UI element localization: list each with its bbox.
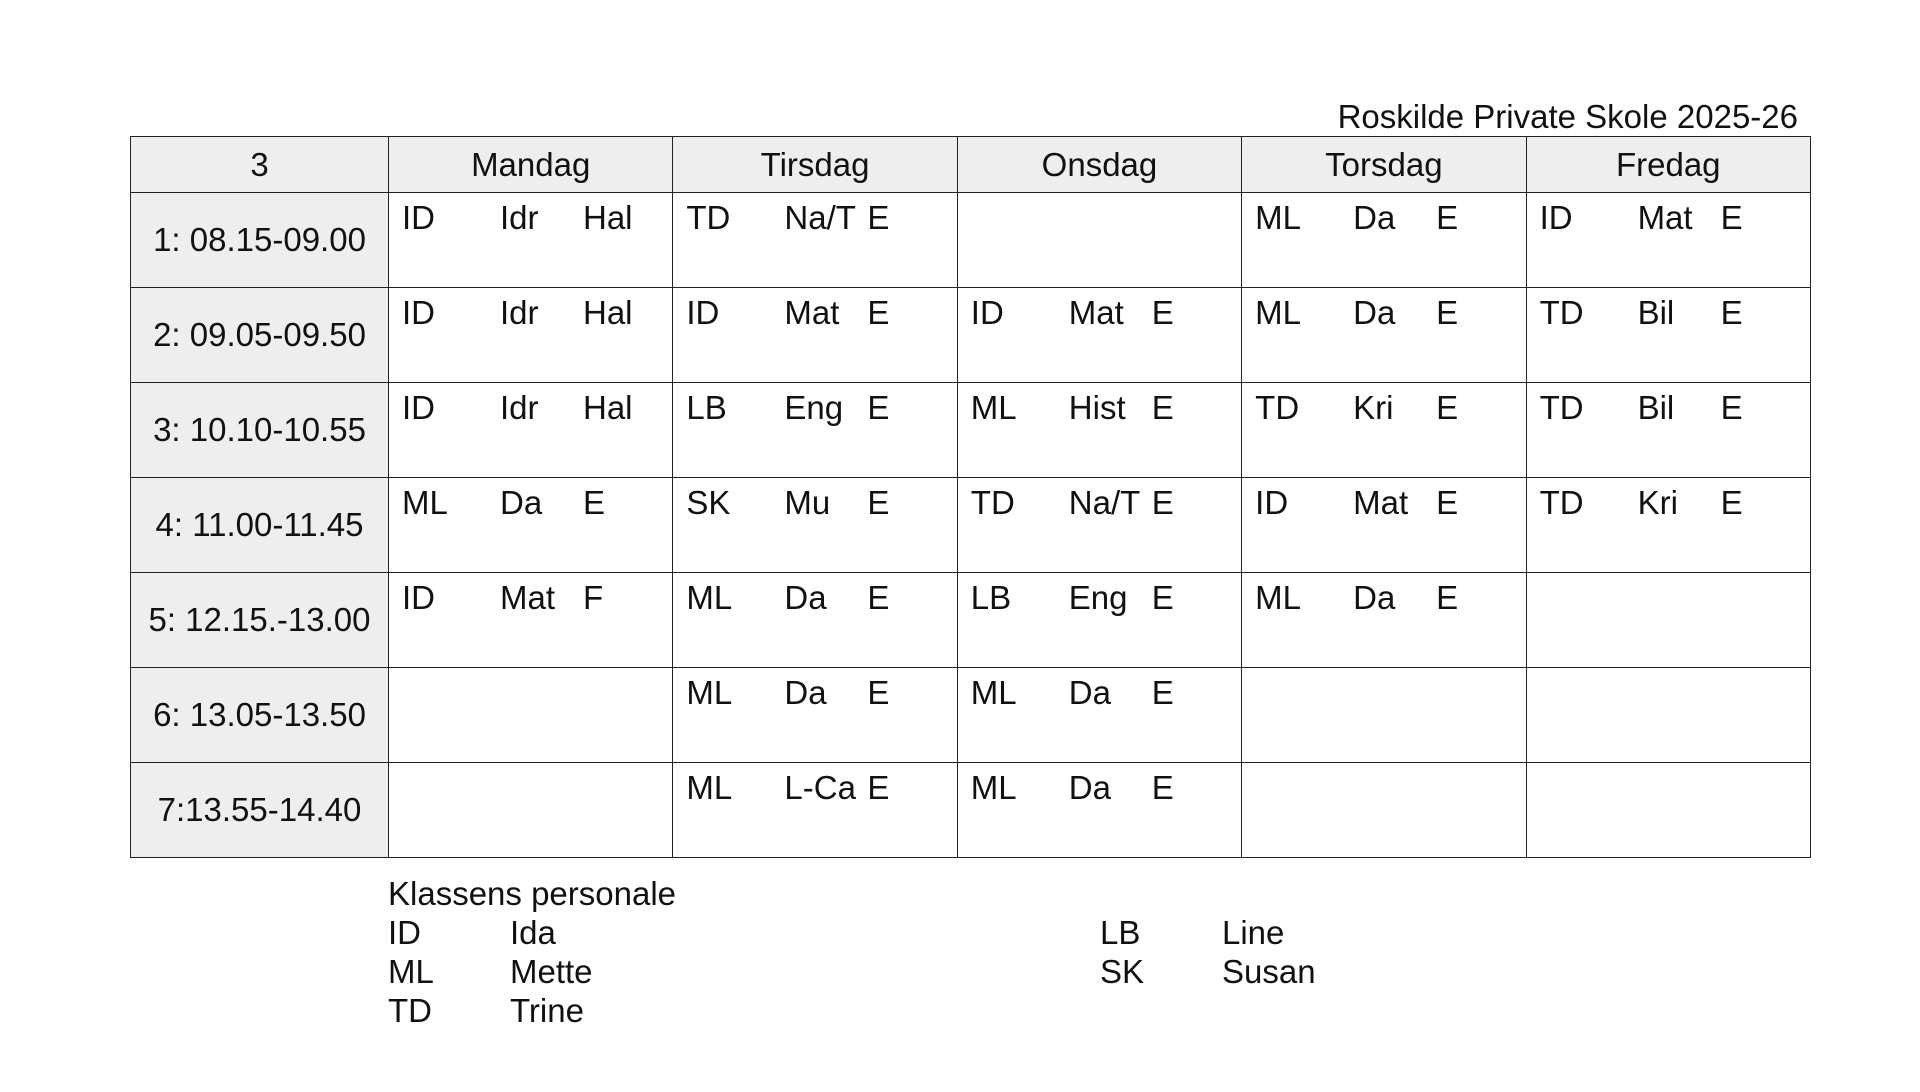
lesson-teacher: LB <box>686 389 727 426</box>
lesson-subject: Hist <box>1068 389 1126 426</box>
staff-list-left <box>388 913 688 1030</box>
lesson-room: E <box>1151 769 1174 806</box>
lesson-teacher: ID <box>686 294 720 331</box>
lesson-teacher: TD <box>970 484 1015 521</box>
lesson <box>673 769 956 819</box>
lesson-room: E <box>1151 389 1174 426</box>
lesson-room: E <box>1151 579 1174 616</box>
lesson-cell <box>1526 288 1810 383</box>
lesson-teacher: ML <box>970 674 1017 711</box>
lesson-teacher: ML <box>686 674 733 711</box>
lesson-subject: Da <box>1353 294 1396 331</box>
lesson-room: E <box>867 769 890 806</box>
lesson-teacher: ID <box>1539 199 1573 236</box>
lesson-subject: Da <box>1068 769 1111 806</box>
lesson <box>1242 484 1525 534</box>
lesson-teacher: ML <box>1255 579 1302 616</box>
staff-name: Susan <box>1222 953 1316 990</box>
day-header: Tirsdag <box>673 137 957 193</box>
period-row <box>131 763 1811 858</box>
lesson-subject: Na/T <box>1068 484 1141 521</box>
lesson-room: Hal <box>583 199 633 236</box>
lesson-room: E <box>867 199 890 236</box>
lesson-room: E <box>1436 294 1459 331</box>
lesson <box>958 294 1241 344</box>
empty-cell <box>1526 763 1810 858</box>
lesson-teacher: SK <box>686 484 731 521</box>
lesson <box>1242 294 1525 344</box>
lesson <box>1527 199 1810 249</box>
lesson-room: E <box>867 389 890 426</box>
staff-initials: TD <box>388 992 432 1029</box>
lesson-room: E <box>867 579 890 616</box>
lesson-subject: Da <box>784 674 827 711</box>
lesson-subject: Bil <box>1637 294 1675 331</box>
lesson <box>958 389 1241 439</box>
lesson-teacher: TD <box>1539 484 1584 521</box>
lesson-cell <box>1242 193 1526 288</box>
lesson-subject: Bil <box>1637 389 1675 426</box>
lesson-cell <box>673 288 957 383</box>
lesson <box>673 199 956 249</box>
lesson <box>1242 199 1525 249</box>
staff-member <box>388 913 688 952</box>
lesson-room: F <box>583 579 604 616</box>
lesson-room: Hal <box>583 389 633 426</box>
lesson-room: E <box>1436 484 1459 521</box>
header-row <box>131 137 1811 193</box>
period-time: 1: 08.15-09.00 <box>131 193 389 288</box>
lesson-subject: Idr <box>500 389 539 426</box>
period-row <box>131 573 1811 668</box>
empty-cell <box>1526 573 1810 668</box>
lesson-cell <box>673 573 957 668</box>
lesson <box>958 484 1241 534</box>
lesson <box>1527 294 1810 344</box>
staff-initials: SK <box>1100 953 1145 990</box>
lesson <box>389 199 672 249</box>
lesson-subject: Da <box>500 484 543 521</box>
lesson-subject: Mat <box>500 579 556 616</box>
lesson-cell <box>1242 573 1526 668</box>
lesson-cell <box>389 478 673 573</box>
lesson-subject: Da <box>1068 674 1111 711</box>
lesson-room: E <box>583 484 606 521</box>
lesson-teacher: TD <box>1539 389 1584 426</box>
lesson-room: Hal <box>583 294 633 331</box>
lesson <box>673 484 956 534</box>
lesson-subject: Eng <box>1068 579 1128 616</box>
lesson <box>389 579 672 629</box>
lesson-teacher: ML <box>1255 294 1302 331</box>
staff-member <box>388 952 688 991</box>
lesson-room: E <box>867 294 890 331</box>
lesson-teacher: LB <box>970 579 1012 616</box>
lesson <box>673 389 956 439</box>
period-row <box>131 668 1811 763</box>
lesson <box>1527 389 1810 439</box>
lesson <box>958 769 1241 819</box>
period-row <box>131 478 1811 573</box>
day-header: Fredag <box>1526 137 1810 193</box>
lesson-room: E <box>1720 484 1743 521</box>
lesson-cell <box>957 763 1241 858</box>
lesson-room: E <box>1151 294 1174 331</box>
lesson-teacher: ML <box>686 579 733 616</box>
staff-member <box>388 991 688 1030</box>
lesson-teacher: ML <box>402 484 448 521</box>
lesson-room: E <box>1436 199 1459 236</box>
lesson-teacher: ID <box>1255 484 1289 521</box>
day-header: Mandag <box>389 137 673 193</box>
lesson <box>673 579 956 629</box>
staff-name: Ida <box>510 914 556 951</box>
lesson-teacher: ID <box>402 389 435 426</box>
lesson-room: E <box>867 674 890 711</box>
staff-name: Trine <box>510 992 584 1029</box>
period-time: 7:13.55-14.40 <box>131 763 389 858</box>
timetable-body <box>131 193 1811 858</box>
staff-initials: LB <box>1100 914 1141 951</box>
lesson-cell <box>673 193 957 288</box>
lesson-room: E <box>1720 389 1743 426</box>
lesson-cell <box>389 383 673 478</box>
lesson-teacher: ID <box>402 199 435 236</box>
school-title: Roskilde Private Skole 2025-26 <box>1337 98 1798 135</box>
lesson-subject: Na/T <box>784 199 856 236</box>
empty-cell <box>389 763 673 858</box>
lesson-subject: Mu <box>784 484 831 521</box>
lesson-teacher: ID <box>402 294 435 331</box>
lesson <box>1242 389 1525 439</box>
lesson <box>1242 579 1525 629</box>
lesson-subject: Eng <box>784 389 844 426</box>
lesson-subject: Idr <box>500 199 539 236</box>
lesson <box>389 484 672 534</box>
lesson-subject: Mat <box>1068 294 1124 331</box>
lesson-teacher: ML <box>970 769 1017 806</box>
lesson-cell <box>1526 478 1810 573</box>
lesson <box>389 294 672 344</box>
lesson-room: E <box>1436 389 1459 426</box>
lesson-teacher: TD <box>1539 294 1584 331</box>
day-header: Onsdag <box>957 137 1241 193</box>
lesson-teacher: ID <box>402 579 435 616</box>
lesson-room: E <box>1151 674 1174 711</box>
lesson <box>958 674 1241 724</box>
lesson-cell <box>673 763 957 858</box>
lesson-room: E <box>1151 484 1174 521</box>
lesson-cell <box>957 573 1241 668</box>
empty-cell <box>389 668 673 763</box>
staff-name: Mette <box>510 953 593 990</box>
lesson-cell <box>1242 478 1526 573</box>
lesson-cell <box>957 288 1241 383</box>
empty-cell <box>1526 668 1810 763</box>
lesson-subject: Da <box>784 579 827 616</box>
period-row <box>131 193 1811 288</box>
lesson-cell <box>389 288 673 383</box>
period-row <box>131 383 1811 478</box>
lesson <box>389 389 672 439</box>
timetable <box>130 136 1811 858</box>
lesson-cell <box>957 668 1241 763</box>
class-label: 3 <box>131 137 389 193</box>
lesson-subject: L-Ca <box>784 769 856 806</box>
period-time: 3: 10.10-10.55 <box>131 383 389 478</box>
period-time: 5: 12.15.-13.00 <box>131 573 389 668</box>
staff-member <box>1100 952 1400 991</box>
lesson-cell <box>1526 383 1810 478</box>
lesson-cell <box>957 478 1241 573</box>
lesson-subject: Da <box>1353 199 1396 236</box>
period-row <box>131 288 1811 383</box>
lesson-subject: Mat <box>1637 199 1693 236</box>
lesson-cell <box>673 478 957 573</box>
lesson-subject: Mat <box>1353 484 1409 521</box>
lesson-subject: Da <box>1353 579 1396 616</box>
staff-initials: ML <box>388 953 434 990</box>
lesson-room: E <box>1720 294 1743 331</box>
lesson-teacher: ML <box>970 389 1017 426</box>
lesson-cell <box>673 383 957 478</box>
period-time: 6: 13.05-13.50 <box>131 668 389 763</box>
lesson-subject: Mat <box>784 294 840 331</box>
staff-heading: Klassens personale <box>388 875 677 912</box>
staff-initials: ID <box>388 914 421 951</box>
period-time: 2: 09.05-09.50 <box>131 288 389 383</box>
lesson-teacher: ML <box>1255 199 1302 236</box>
lesson-subject: Kri <box>1353 389 1394 426</box>
empty-cell <box>957 193 1241 288</box>
day-header: Torsdag <box>1242 137 1526 193</box>
lesson-room: E <box>867 484 890 521</box>
lesson-subject: Kri <box>1637 484 1678 521</box>
period-time: 4: 11.00-11.45 <box>131 478 389 573</box>
lesson-cell <box>673 668 957 763</box>
lesson-cell <box>1242 288 1526 383</box>
lesson-room: E <box>1436 579 1459 616</box>
lesson-cell <box>389 573 673 668</box>
lesson-teacher: ID <box>970 294 1004 331</box>
lesson-cell <box>1242 383 1526 478</box>
lesson-teacher: TD <box>686 199 731 236</box>
lesson <box>958 579 1241 629</box>
lesson-room: E <box>1720 199 1743 236</box>
empty-cell <box>1242 668 1526 763</box>
lesson <box>673 674 956 724</box>
lesson-cell <box>957 383 1241 478</box>
staff-name: Line <box>1222 914 1285 951</box>
lesson <box>1527 484 1810 534</box>
empty-cell <box>1242 763 1526 858</box>
lesson <box>673 294 956 344</box>
lesson-subject: Idr <box>500 294 539 331</box>
lesson-cell <box>1526 193 1810 288</box>
staff-member <box>1100 913 1400 952</box>
staff-list-right <box>1100 913 1400 991</box>
lesson-teacher: TD <box>1255 389 1300 426</box>
lesson-cell <box>389 193 673 288</box>
lesson-teacher: ML <box>686 769 733 806</box>
